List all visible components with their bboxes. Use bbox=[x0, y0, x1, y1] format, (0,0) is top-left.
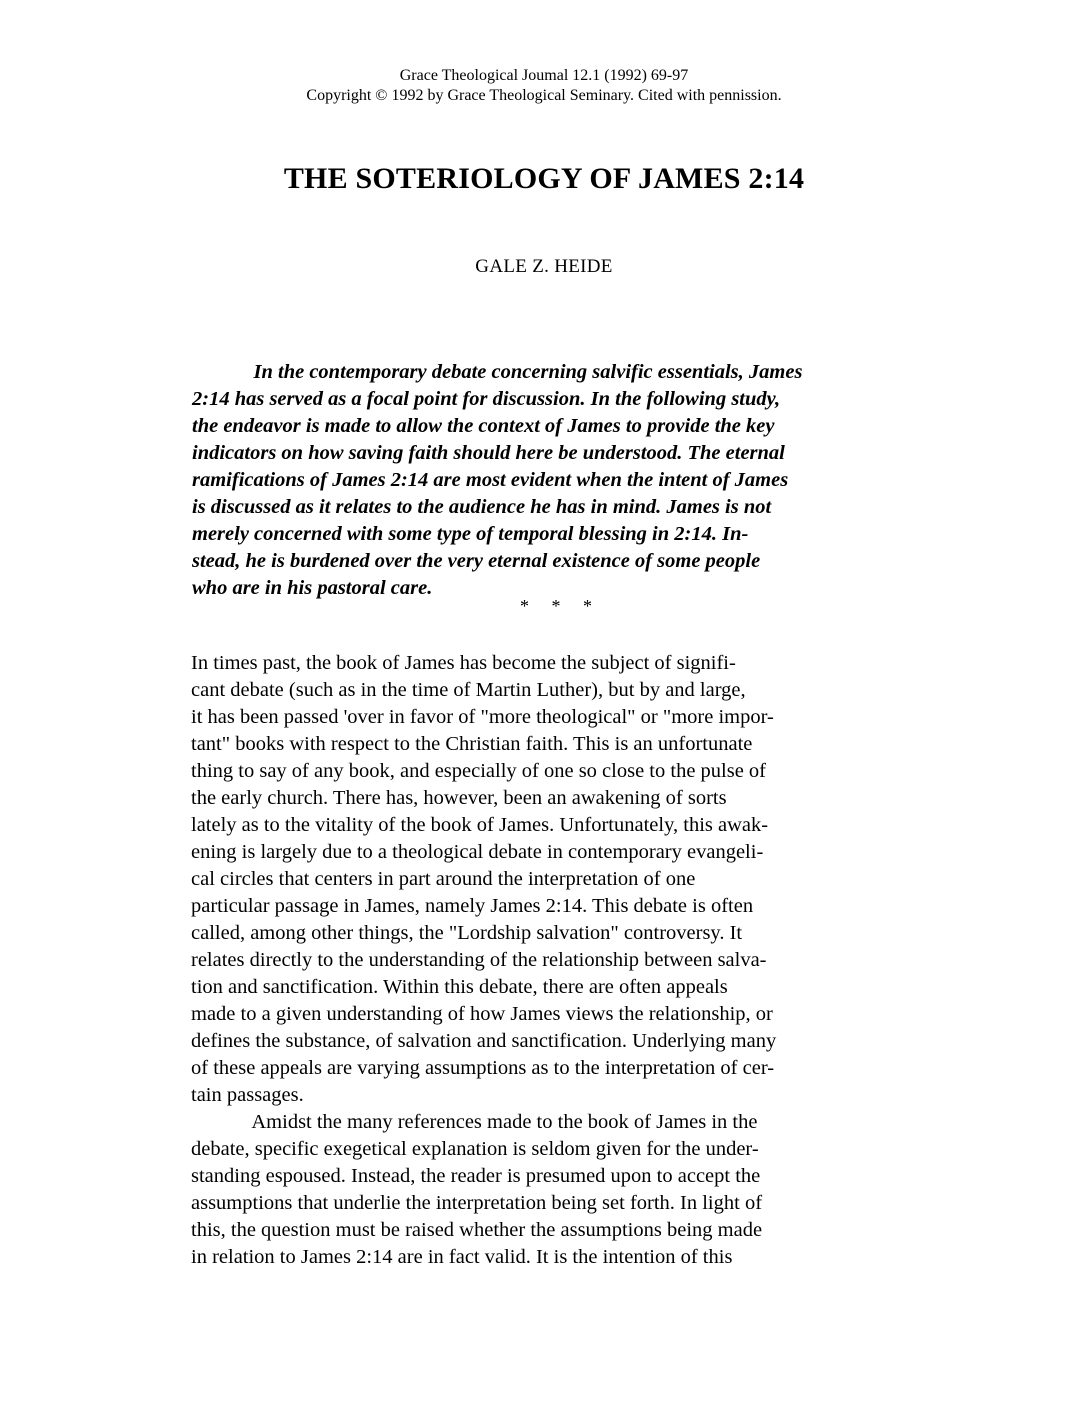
body-line: called, among other things, the "Lordship salvation" controversy. It bbox=[191, 922, 743, 944]
abstract-line: merely concerned with some type of temporal blessing in 2:14. In- bbox=[192, 523, 749, 545]
abstract-line: ramifications of James 2:14 are most evident when the intent of James bbox=[192, 469, 789, 491]
abstract-line: indicators on how saving faith should here be understood. The eternal bbox=[192, 442, 785, 464]
body-line: relates directly to the understanding of the relationship between salva- bbox=[191, 949, 767, 971]
body-line: in relation to James 2:14 are in fact valid. It is the intention of this bbox=[191, 1246, 733, 1268]
abstract-line: who are in his pastoral care. bbox=[192, 577, 433, 599]
abstract-line: the endeavor is made to allow the context of James to provide the key bbox=[192, 415, 775, 437]
body-line: In times past, the book of James has become the subject of signifi- bbox=[191, 652, 736, 674]
body-line: cal circles that centers in part around the interpretation of one bbox=[191, 868, 696, 890]
body-line: defines the substance, of salvation and sanctification. Underlying many bbox=[191, 1030, 777, 1052]
body-line: it has been passed 'over in favor of "more theological" or "more impor- bbox=[191, 706, 774, 728]
journal-citation: Grace Theological Joumal 12.1 (1992) 69-97 bbox=[399, 67, 689, 84]
body-line: standing espoused. Instead, the reader is presumed upon to accept the bbox=[191, 1165, 761, 1187]
body-line: ening is largely due to a theological debate in contemporary evangeli- bbox=[191, 841, 764, 863]
body-line: assumptions that underlie the interpretation being set forth. In light of bbox=[191, 1192, 763, 1214]
article-title: THE SOTERIOLOGY OF JAMES 2:14 bbox=[283, 162, 805, 195]
author-name: GALE Z. HEIDE bbox=[475, 256, 613, 277]
abstract-line: stead, he is burdened over the very eternal existence of some people bbox=[192, 550, 761, 572]
abstract-line: In the contemporary debate concerning salvific essentials, James bbox=[192, 361, 803, 383]
body-line: debate, specific exegetical explanation is seldom given for the under- bbox=[191, 1138, 759, 1160]
body-line: the early church. There has, however, been an awakening of sorts bbox=[191, 787, 727, 809]
body-line: made to a given understanding of how James views the relationship, or bbox=[191, 1003, 773, 1025]
section-separator: * * * bbox=[520, 596, 592, 616]
body-line: thing to say of any book, and especially of one so close to the pulse of bbox=[191, 760, 767, 782]
body-line: particular passage in James, namely James 2:14. This debate is often bbox=[191, 895, 754, 917]
copyright-notice: Copyright © 1992 by Grace Theological Seminary. Cited with pennission. bbox=[306, 87, 782, 104]
body-line: of these appeals are varying assumptions as to the interpretation of cer- bbox=[191, 1057, 775, 1079]
body-line: Amidst the many references made to the book of James in the bbox=[191, 1111, 758, 1133]
body-line: tant" books with respect to the Christian faith. This is an unfortunate bbox=[191, 733, 753, 755]
body-line: tion and sanctification. Within this debate, there are often appeals bbox=[191, 976, 728, 998]
abstract-line: 2:14 has served as a focal point for discussion. In the following study, bbox=[192, 388, 781, 410]
abstract-line: is discussed as it relates to the audience he has in mind. James is not bbox=[192, 496, 772, 518]
body-line: this, the question must be raised whether the assumptions being made bbox=[191, 1219, 763, 1241]
body-line: tain passages. bbox=[191, 1084, 304, 1106]
body-line: lately as to the vitality of the book of James. Unfortunately, this awak- bbox=[191, 814, 769, 836]
body-line: cant debate (such as in the time of Martin Luther), but by and large, bbox=[191, 679, 746, 701]
